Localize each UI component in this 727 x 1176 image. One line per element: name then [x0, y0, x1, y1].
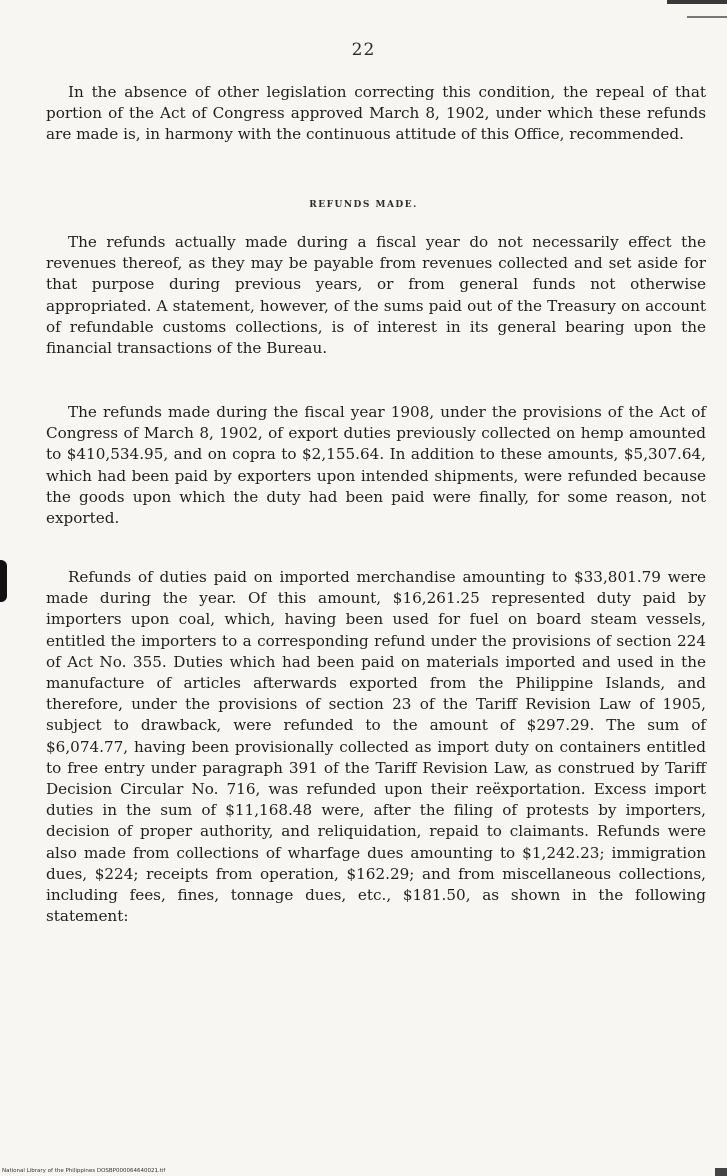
scan-edge-mark-secondary: [687, 16, 727, 18]
section-heading: REFUNDS MADE.: [309, 200, 418, 210]
paragraph-import-refunds: Refunds of duties paid on imported merchandise amounting to $33,801.79 were made during the year. Of this amount, $16,261.25 represented duty paid by importers upon coal, which, having been used for fuel on board steam vessels, entitled the importers to a corresponding refund under the provisions of section 224 of Act No. 355. Duties which had been paid on materials imported and used in the manufacture of articles afterwards exported from the Philippine Islands, and therefore, under the provisions of section 23 of the Tariff Revision Law of 1905, subject to drawback, were refunded to the amount of $297.29. The sum of $6,074.77, having been provisionally collected as import duty on containers entitled to free entry under paragraph 391 of the Tariff Revision Law, as construed by Tariff Decision Circular No. 716, was refunded upon their reëxportation. Excess import duties in the sum of $11,168.48 were, after the filing of protests by importers, decision of proper authority, and reliquidation, repaid to claimants. Refunds were also made from collections of wharfage dues amounting to $1,242.23; immigration dues, $224; receipts from operation, $162.29; and from miscellaneous collections, including fees, fines, tonnage dues, etc., $181.50, as shown in the following statement:: [46, 568, 706, 926]
scan-edge-mark: [667, 0, 727, 4]
scan-left-blot: [0, 560, 7, 602]
paragraph-refunds-overview: The refunds actually made during a fiscal year do not necessarily effect the revenues thereof, as they may be payable from revenues collected and set aside for that purpose during previous years, or from general funds not otherwise appropriated. A statement, however, of the sums paid out of the Treasury on account of refundable customs collections, is of interest in its general bearing upon the financial transactions of the Bureau.: [46, 233, 706, 358]
scan-footer-tick: [715, 1168, 727, 1176]
page-number: 22: [351, 40, 376, 60]
paragraph-repeal-recommendation: In the absence of other legislation correcting this condition, the repeal of that portion of the Act of Congress approved March 8, 1902, under which these refunds are made is, in harmony with the continuous attitude of this Office, recommended.: [46, 83, 706, 144]
scan-footer-label: National Library of the Philippines DOSBP000064640021.tif: [2, 1168, 166, 1174]
paragraph-export-refunds: The refunds made during the fiscal year 1908, under the provisions of the Act of Congress of March 8, 1902, of export duties previously collected on hemp amounted to $410,534.95, and on copra to $2,155.64. In addition to these amounts, $5,307.64, which had been paid by exporters upon intended shipments, were refunded because the goods upon which the duty had been paid were finally, for some reason, not exported.: [46, 403, 706, 528]
